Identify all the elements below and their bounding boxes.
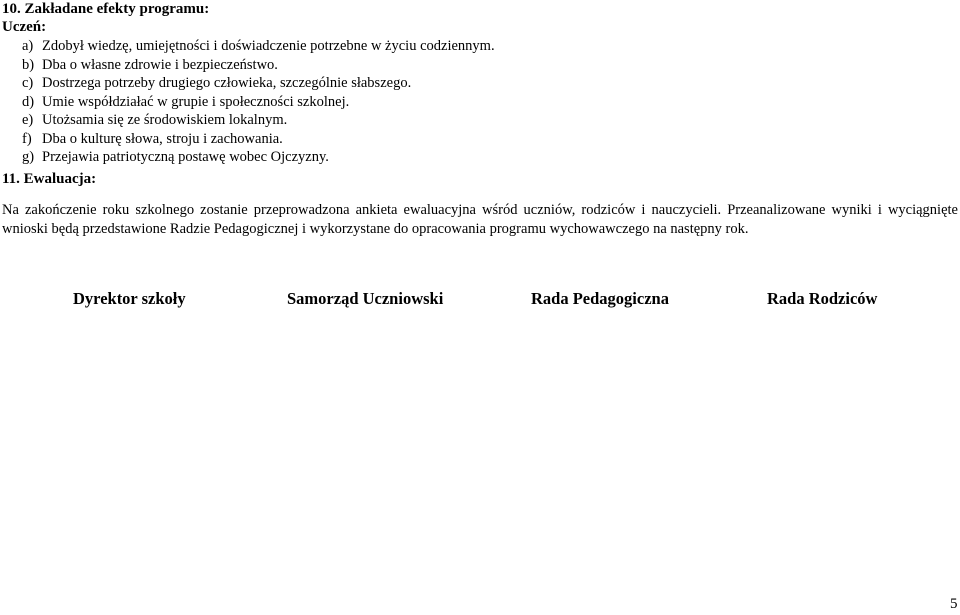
signature-student-council: Samorząd Uczniowski: [287, 289, 444, 308]
list-item: [22, 130, 495, 149]
list-item: [22, 93, 495, 112]
section-10-title: 10. Zakładane efekty programu:: [2, 1, 210, 17]
list-item: [22, 37, 495, 56]
list-item-text: Utożsamia się ze środowiskiem lokalnym.: [42, 112, 288, 128]
list-item-text: Dostrzega potrzeby drugiego człowieka, szczególnie słabszego.: [42, 75, 412, 91]
list-item-letter: f): [22, 130, 32, 147]
list-item-letter: b): [22, 56, 35, 73]
list-item-text: Dba o kulturę słowa, stroju i zachowania.: [42, 130, 283, 147]
signature-row: [0, 289, 960, 311]
list-item: [22, 111, 495, 130]
signature-pedagogical-council: Rada Pedagogiczna: [531, 289, 669, 308]
list-item: [22, 148, 495, 167]
signature-parents-council: Rada Rodziców: [767, 289, 878, 308]
page-number: 5: [950, 596, 958, 612]
list-item-text: Umie współdziałać w grupie i społeczności szkolnej.: [42, 93, 350, 110]
evaluation-paragraph: Na zakończenie roku szkolnego zostanie przeprowadzona ankieta ewaluacyjna wśród uczniów, rodziców i nauczycieli. Przeanalizowane wyniki i wyciągnięte wnioski będą przedstawione Radzie Pedagogicznej i wykorzystane do opracowania programu wychowawczego na następny rok.: [2, 202, 958, 237]
list-item-text: Zdobył wiedzę, umiejętności i doświadczenie potrzebne w życiu codziennym.: [42, 38, 495, 54]
signature-director: Dyrektor szkoły: [73, 289, 186, 308]
list-item-text: Dba o własne zdrowie i bezpieczeństwo.: [42, 56, 278, 73]
section-10-subtitle: Uczeń:: [2, 19, 47, 35]
list-item: [22, 56, 495, 75]
list-item-letter: c): [22, 75, 34, 91]
list-item-letter: a): [22, 38, 34, 54]
list-item-text: Przejawia patriotyczną postawę wobec Ojczyzny.: [42, 149, 329, 165]
list-item-letter: g): [22, 149, 35, 165]
list-item: [22, 74, 495, 93]
section-11-title: 11. Ewaluacja:: [2, 171, 97, 187]
list-item-letter: e): [22, 112, 34, 128]
list-item-letter: d): [22, 93, 35, 110]
effects-list: [22, 37, 495, 167]
